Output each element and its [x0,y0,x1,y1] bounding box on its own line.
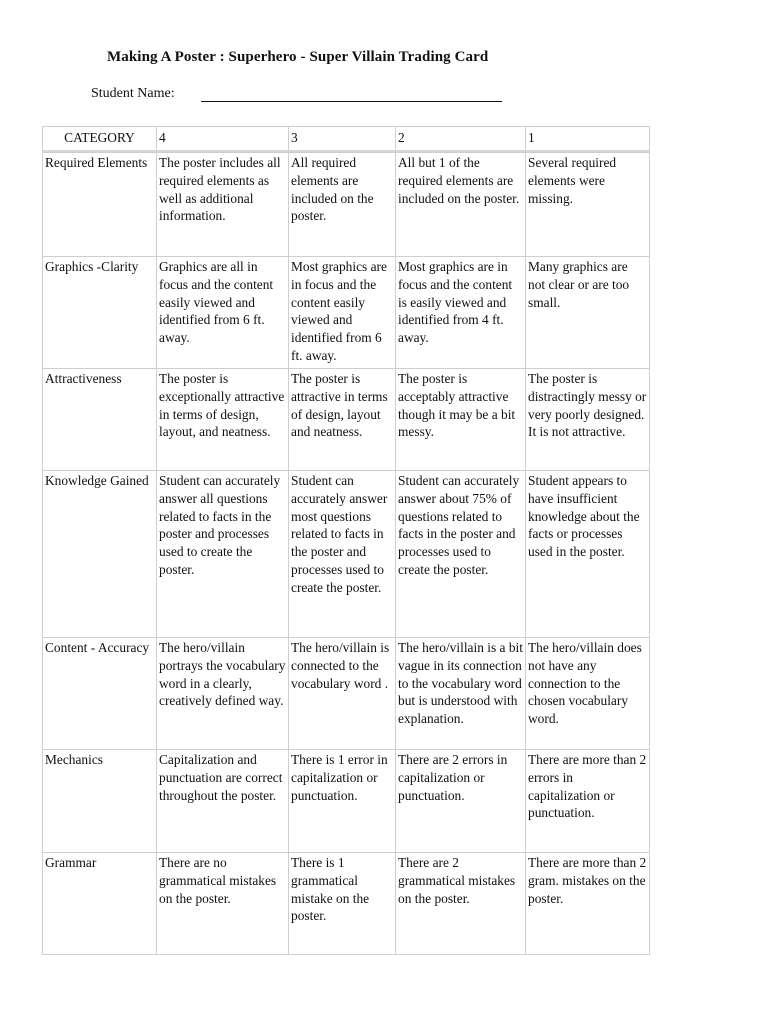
score-3-cell: The hero/villain is connected to the vocabulary word . [288,637,395,749]
rubric-row-content-accuracy [42,637,650,749]
student-name-label: Student Name: [91,86,175,101]
score-2-cell: The hero/villain is a bit vague in its connection to the vocabulary word but is understood with explanation. [395,637,525,749]
score-3-cell: There is 1 grammatical mistake on the poster. [288,852,395,955]
document-title: Making A Poster : Superhero - Super Villain Trading Card [107,49,489,65]
score-3-cell: Most graphics are in focus and the content easily viewed and identified from 6 ft. away. [288,256,395,368]
score-4-cell: The poster includes all required elements as well as additional information. [156,152,288,256]
category-cell: Attractiveness [42,368,156,470]
score-2-cell: Most graphics are in focus and the content is easily viewed and identified from 4 ft. away. [395,256,525,368]
rubric-table [42,126,650,955]
score-1-cell: There are more than 2 gram. mistakes on the poster. [525,852,650,955]
score-4-cell: The hero/villain portrays the vocabulary word in a clearly, creatively defined way. [156,637,288,749]
category-cell: Mechanics [42,749,156,852]
rubric-row-knowledge-gained [42,470,650,637]
score-1-cell: Many graphics are not clear or are too small. [525,256,650,368]
score-1-cell: There are more than 2 errors in capitalization or punctuation. [525,749,650,852]
category-cell: Content - Accuracy [42,637,156,749]
score-2-cell: Student can accurately answer about 75% of questions related to facts in the poster and processes used to create the poster. [395,470,525,637]
category-cell: Grammar [42,852,156,955]
score-1-cell: The poster is distractingly messy or very poorly designed. It is not attractive. [525,368,650,470]
score-3-cell: There is 1 error in capitalization or punctuation. [288,749,395,852]
category-cell: Graphics -Clarity [42,256,156,368]
score-2-cell: There are 2 errors in capitalization or punctuation. [395,749,525,852]
rubric-row-attractiveness [42,368,650,470]
score-3-cell: The poster is attractive in terms of design, layout and neatness. [288,368,395,470]
rubric-row-grammar [42,852,650,955]
score-1-cell: Student appears to have insufficient knowledge about the facts or processes used in the poster. [525,470,650,637]
score-1-cell: Several required elements were missing. [525,152,650,256]
score-3-cell: Student can accurately answer most questions related to facts in the poster and processes used to create the poster. [288,470,395,637]
score-3-cell: All required elements are included on the poster. [288,152,395,256]
rubric-row-mechanics [42,749,650,852]
rubric-row-graphics-clarity [42,256,650,368]
score-4-cell: Student can accurately answer all questions related to facts in the poster and processes used to create the poster. [156,470,288,637]
rubric-header-row [42,126,650,152]
score-4-cell: Capitalization and punctuation are correct throughout the poster. [156,749,288,852]
category-cell: Knowledge Gained [42,470,156,637]
score-2-cell: There are 2 grammatical mistakes on the poster. [395,852,525,955]
score-2-cell: The poster is acceptably attractive though it may be a bit messy. [395,368,525,470]
header-score-2: 2 [395,126,525,152]
student-name-blank [201,101,502,102]
score-4-cell: There are no grammatical mistakes on the poster. [156,852,288,955]
score-1-cell: The hero/villain does not have any connection to the chosen vocabulary word. [525,637,650,749]
score-4-cell: Graphics are all in focus and the content easily viewed and identified from 6 ft. away. [156,256,288,368]
header-score-1: 1 [525,126,650,152]
rubric-row-required-elements [42,152,650,256]
score-4-cell: The poster is exceptionally attractive in terms of design, layout, and neatness. [156,368,288,470]
header-score-4: 4 [156,126,288,152]
header-category: CATEGORY [42,126,156,152]
category-cell: Required Elements [42,152,156,256]
score-2-cell: All but 1 of the required elements are included on the poster. [395,152,525,256]
header-score-3: 3 [288,126,395,152]
